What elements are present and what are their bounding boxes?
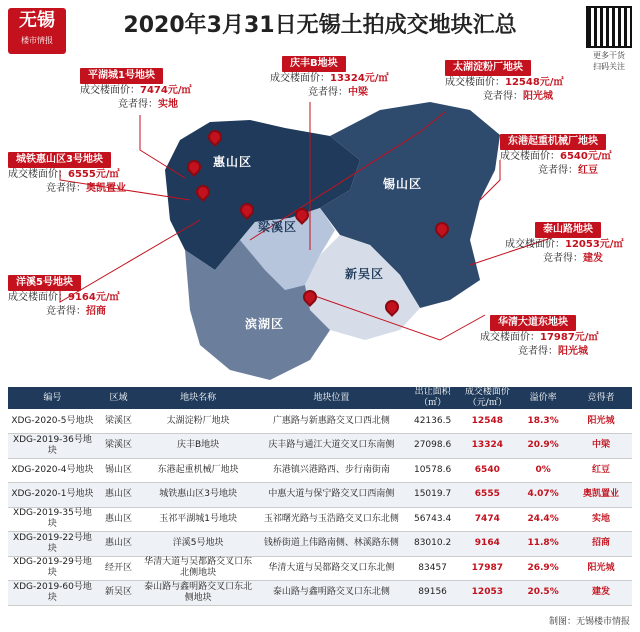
table-cell: 83457 (407, 556, 459, 581)
table-cell: 15019.7 (407, 483, 459, 508)
callout-winner: 中梁 (348, 87, 368, 98)
callout-name: 泰山路地块 (535, 222, 601, 238)
table-row (8, 556, 632, 581)
table-cell: 56743.4 (407, 507, 459, 532)
callout-winner: 建发 (583, 253, 603, 264)
table-cell: 太湖淀粉厂地块 (140, 409, 256, 434)
col-header: 成交楼面价（元/㎡） (458, 387, 516, 409)
winner-label: 竞者得： (46, 183, 86, 194)
table-cell: 经开区 (97, 556, 140, 581)
table-cell: 阳光城 (570, 556, 632, 581)
table-cell: 20.9% (516, 434, 570, 459)
callout-name: 庆丰B地块 (282, 56, 346, 72)
transaction-table (8, 387, 632, 606)
page-title: 2020年3月31日无锡土拍成交地块汇总 (123, 13, 517, 38)
col-header: 溢价率 (516, 387, 570, 409)
table-cell: 玉祁平湖城1号地块 (140, 507, 256, 532)
logo-main: 无锡 (19, 10, 55, 31)
callout-winner: 红豆 (578, 165, 598, 176)
table-cell: 惠山区 (97, 532, 140, 557)
footer-credit: 制图：无锡楼市情报 (548, 617, 630, 627)
table-cell: 钱桥街道上伟路南侧、林溪路东侧 (256, 532, 407, 557)
table-cell: 7474 (458, 507, 516, 532)
table-cell: 42136.5 (407, 409, 459, 434)
table-cell: 实地 (570, 507, 632, 532)
table-cell: 玉祁曙光路与玉浩路交叉口东北侧 (256, 507, 407, 532)
table-cell: 0% (516, 458, 570, 483)
winner-label: 竞者得： (483, 91, 523, 102)
callout-pinghu (80, 68, 191, 112)
qr-caption: 更多干货 扫码关注 (593, 51, 625, 71)
col-header: 地块位置 (256, 387, 407, 409)
winner-label: 竞者得： (308, 87, 348, 98)
district-label: 锡山区 (383, 177, 423, 191)
table-cell: 12548 (458, 409, 516, 434)
table-cell: 红豆 (570, 458, 632, 483)
table-cell: 11.8% (516, 532, 570, 557)
table-cell: XDG-2019-36号地块 (8, 434, 97, 459)
table-cell: 泰山路与鑫明路交叉口东北侧 (256, 581, 407, 606)
price-label: 成交楼面价： (480, 332, 540, 343)
table-cell: XDG-2020-1号地块 (8, 483, 97, 508)
col-header: 地块名称 (140, 387, 256, 409)
callout-price: 12548元/㎡ (505, 77, 564, 88)
callout-winner: 阳光城 (523, 91, 553, 102)
district-label: 梁溪区 (258, 220, 298, 234)
col-header: 区域 (97, 387, 140, 409)
callout-name: 太湖淀粉厂地块 (445, 60, 531, 76)
price-label: 成交楼面价： (505, 239, 565, 250)
table-cell: 26.9% (516, 556, 570, 581)
table-cell: 12053 (458, 581, 516, 606)
table-cell: 东港镇兴港路西、步行南街南 (256, 458, 407, 483)
district-label: 新吴区 (345, 267, 385, 281)
table-row (8, 409, 632, 434)
price-label: 成交楼面价： (8, 292, 68, 303)
callout-taihu (445, 60, 563, 104)
callout-qingfeng (270, 56, 388, 100)
price-label: 成交楼面价： (8, 169, 68, 180)
table-cell: 6540 (458, 458, 516, 483)
price-label: 成交楼面价： (270, 73, 330, 84)
table-cell: XDG-2019-60号地块 (8, 581, 97, 606)
table-cell: 27098.6 (407, 434, 459, 459)
table-cell: 18.3% (516, 409, 570, 434)
callout-name: 平湖城1号地块 (80, 68, 163, 84)
table-cell: 华清大道与吴都路交叉口东北侧 (256, 556, 407, 581)
callout-winner: 招商 (86, 306, 106, 317)
table-cell: 20.5% (516, 581, 570, 606)
callout-chengtie (8, 152, 126, 196)
table-header-row (8, 387, 632, 409)
table-cell: 惠山区 (97, 507, 140, 532)
callout-price: 17987元/㎡ (540, 332, 599, 343)
table-cell: 惠山区 (97, 483, 140, 508)
table-row (8, 507, 632, 532)
winner-label: 竞者得： (118, 99, 158, 110)
callout-price: 6555元/㎡ (68, 169, 120, 180)
district-label: 滨湖区 (245, 317, 285, 331)
callout-price: 12053元/㎡ (565, 239, 624, 250)
table-cell: 庆丰B地块 (140, 434, 256, 459)
winner-label: 竞者得： (46, 306, 86, 317)
table-cell: 新吴区 (97, 581, 140, 606)
callout-taishan (505, 222, 623, 266)
price-label: 成交楼面价： (80, 85, 140, 96)
price-label: 成交楼面价： (445, 77, 505, 88)
callout-price: 9164元/㎡ (68, 292, 120, 303)
table-cell: 83010.2 (407, 532, 459, 557)
callout-winner: 阳光城 (558, 346, 588, 357)
table-cell: 泰山路与鑫明路交叉口东北侧地块 (140, 581, 256, 606)
callout-price: 7474元/㎡ (140, 85, 192, 96)
table-cell: 东港起重机械厂地块 (140, 458, 256, 483)
table-cell: XDG-2019-29号地块 (8, 556, 97, 581)
callout-name: 华清大道东地块 (490, 315, 576, 331)
callout-name: 城铁惠山区3号地块 (8, 152, 111, 168)
table-cell: 梁溪区 (97, 409, 140, 434)
callout-donggang (500, 134, 611, 178)
col-header: 编号 (8, 387, 97, 409)
table-cell: 4.07% (516, 483, 570, 508)
table-cell: 24.4% (516, 507, 570, 532)
winner-label: 竞者得： (538, 165, 578, 176)
table-cell: 中惠大道与保宁路交叉口西南侧 (256, 483, 407, 508)
callout-price: 6540元/㎡ (560, 151, 612, 162)
table-cell: XDG-2020-5号地块 (8, 409, 97, 434)
winner-label: 竞者得： (518, 346, 558, 357)
table-cell: 9164 (458, 532, 516, 557)
table-row (8, 458, 632, 483)
table-cell: 建发 (570, 581, 632, 606)
callout-winner: 实地 (158, 99, 178, 110)
callout-winner: 奥凯置业 (86, 183, 126, 194)
table-cell: 庆丰路与通江大道交叉口东南侧 (256, 434, 407, 459)
callout-price: 13324元/㎡ (330, 73, 389, 84)
logo-sub: 楼市情报 (21, 36, 53, 45)
col-header: 出让面积（㎡） (407, 387, 459, 409)
table-cell: 13324 (458, 434, 516, 459)
table-cell: XDG-2020-4号地块 (8, 458, 97, 483)
table-cell: 梁溪区 (97, 434, 140, 459)
table-cell: 招商 (570, 532, 632, 557)
table-row (8, 483, 632, 508)
winner-label: 竞者得： (543, 253, 583, 264)
table-cell: 中梁 (570, 434, 632, 459)
table-cell: 锡山区 (97, 458, 140, 483)
table-row (8, 532, 632, 557)
district-map (0, 40, 640, 385)
table-cell: 89156 (407, 581, 459, 606)
table-cell: XDG-2019-35号地块 (8, 507, 97, 532)
table-cell: 城铁惠山区3号地块 (140, 483, 256, 508)
table-cell: XDG-2019-22号地块 (8, 532, 97, 557)
table-cell: 10578.6 (407, 458, 459, 483)
table-row (8, 581, 632, 606)
table-cell: 广惠路与新惠路交叉口西北侧 (256, 409, 407, 434)
table-cell: 6555 (458, 483, 516, 508)
table-cell: 阳光城 (570, 409, 632, 434)
table-cell: 奥凯置业 (570, 483, 632, 508)
table-row (8, 434, 632, 459)
table-cell: 华清大道与吴都路交叉口东北侧地块 (140, 556, 256, 581)
col-header: 竞得者 (570, 387, 632, 409)
table-cell: 17987 (458, 556, 516, 581)
district-label: 惠山区 (213, 155, 253, 169)
table-cell: 洋溪5号地块 (140, 532, 256, 557)
callout-name: 洋溪5号地块 (8, 275, 81, 291)
callout-huaqing (480, 315, 598, 359)
callout-yangxi (8, 275, 119, 319)
price-label: 成交楼面价： (500, 151, 560, 162)
callout-name: 东港起重机械厂地块 (500, 134, 606, 150)
